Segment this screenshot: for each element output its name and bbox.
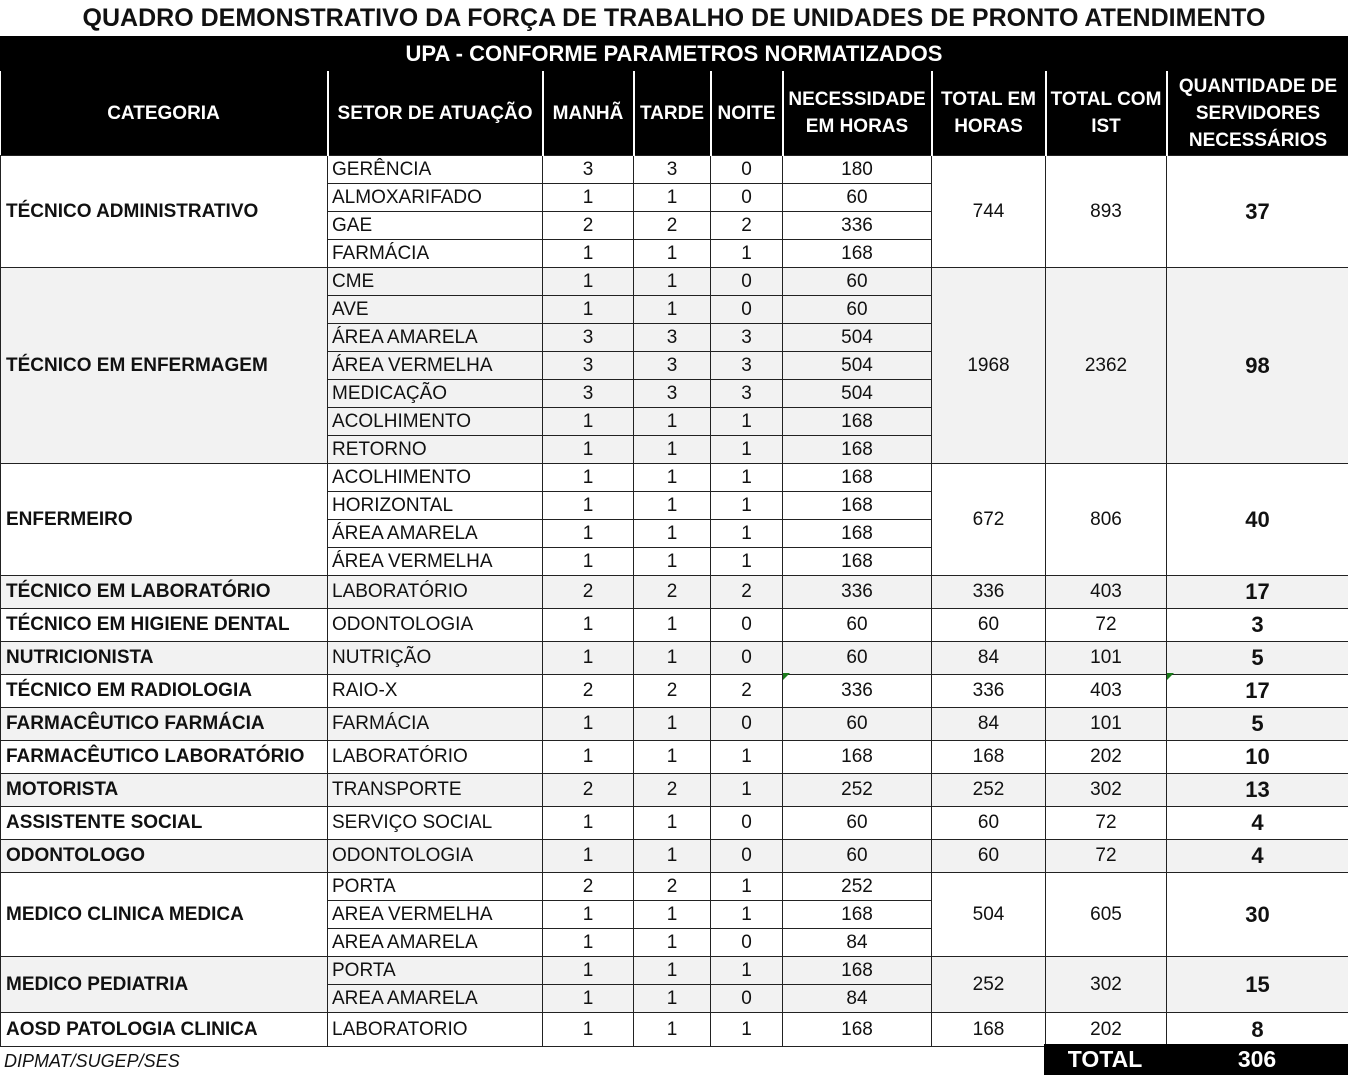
total-hours-cell: 1968 [932,268,1046,464]
total-hours-cell: 672 [932,464,1046,576]
quantity-cell: 13 [1167,774,1348,807]
total-hours-cell: 60 [932,807,1046,840]
tarde-cell: 1 [634,741,711,774]
category-cell: FARMACÊUTICO FARMÁCIA [1,708,328,741]
tarde-cell: 1 [634,408,711,436]
noite-cell: 0 [711,609,783,642]
total-hours-cell: 168 [932,741,1046,774]
manha-cell: 2 [543,576,634,609]
total-hours-cell: 504 [932,873,1046,957]
manha-cell: 1 [543,436,634,464]
sector-cell: ODONTOLOGIA [328,609,543,642]
noite-cell: 1 [711,240,783,268]
sector-cell: ALMOXARIFADO [328,184,543,212]
sector-cell: ÁREA AMARELA [328,520,543,548]
noite-cell: 3 [711,352,783,380]
total-ist-cell: 202 [1046,741,1167,774]
category-cell: TÉCNICO EM ENFERMAGEM [1,268,328,464]
comment-marker [783,673,790,680]
manha-cell: 3 [543,380,634,408]
hours-cell: 168 [783,436,932,464]
tarde-cell: 1 [634,708,711,741]
total-ist-cell: 403 [1046,675,1167,708]
total-hours-cell: 252 [932,957,1046,1013]
manha-cell: 2 [543,675,634,708]
noite-cell: 0 [711,296,783,324]
manha-cell: 1 [543,464,634,492]
noite-cell: 0 [711,184,783,212]
quantity-cell: 17 [1167,675,1348,708]
sector-cell: LABORATÓRIO [328,741,543,774]
hours-cell: 168 [783,520,932,548]
total-ist-cell: 893 [1046,156,1167,268]
hours-cell: 168 [783,901,932,929]
header-total-ist: TOTAL COM IST [1046,71,1167,156]
header-noite: NOITE [711,71,783,156]
tarde-cell: 1 [634,240,711,268]
hours-cell: 252 [783,873,932,901]
table-row [1,840,1348,873]
grand-total [1044,1044,1348,1075]
tarde-cell: 1 [634,840,711,873]
tarde-cell: 1 [634,901,711,929]
noite-cell: 1 [711,520,783,548]
sector-cell: LABORATÓRIO [328,576,543,609]
comment-marker [1167,673,1174,680]
manha-cell: 1 [543,492,634,520]
sector-cell: RETORNO [328,436,543,464]
noite-cell: 1 [711,873,783,901]
tarde-cell: 3 [634,324,711,352]
manha-cell: 1 [543,708,634,741]
header-total-horas: TOTAL EM HORAS [932,71,1046,156]
hours-cell: 504 [783,380,932,408]
quantity-cell: 15 [1167,957,1348,1013]
sector-cell: AREA AMARELA [328,929,543,957]
hours-cell: 168 [783,240,932,268]
noite-cell: 1 [711,408,783,436]
noite-cell: 3 [711,380,783,408]
category-cell: NUTRICIONISTA [1,642,328,675]
tarde-cell: 2 [634,212,711,240]
quantity-cell: 3 [1167,609,1348,642]
sector-cell: ACOLHIMENTO [328,464,543,492]
sector-cell: SERVIÇO SOCIAL [328,807,543,840]
sector-cell: MEDICAÇÃO [328,380,543,408]
hours-cell: 336 [783,576,932,609]
total-ist-cell: 72 [1046,609,1167,642]
noite-cell: 2 [711,212,783,240]
hours-cell: 84 [783,985,932,1013]
quantity-cell: 98 [1167,268,1348,464]
header-tarde: TARDE [634,71,711,156]
table-row [1,268,1348,296]
total-hours-cell: 60 [932,840,1046,873]
noite-cell: 0 [711,840,783,873]
sector-cell: PORTA [328,873,543,901]
noite-cell: 3 [711,324,783,352]
noite-cell: 2 [711,576,783,609]
sector-cell: ÁREA VERMELHA [328,548,543,576]
header-quantidade: QUANTIDADE DE SERVIDORES NECESSÁRIOS [1167,71,1348,156]
table-row [1,957,1348,985]
sector-cell: ACOLHIMENTO [328,408,543,436]
manha-cell: 1 [543,408,634,436]
noite-cell: 0 [711,156,783,184]
category-cell: TÉCNICO ADMINISTRATIVO [1,156,328,268]
manha-cell: 1 [543,642,634,675]
hours-cell: 252 [783,774,932,807]
quantity-cell: 8 [1167,1013,1348,1047]
hours-cell: 60 [783,268,932,296]
noite-cell: 0 [711,985,783,1013]
total-ist-cell: 302 [1046,957,1167,1013]
hours-cell: 168 [783,408,932,436]
total-value: 306 [1237,1046,1277,1072]
noite-cell: 1 [711,548,783,576]
page-subtitle: UPA - CONFORME PARAMETROS NORMATIZADOS [0,36,1348,71]
header-necessidade: NECESSIDADE EM HORAS [783,71,932,156]
source-note: DIPMAT/SUGEP/SES [4,1051,180,1071]
tarde-cell: 1 [634,520,711,548]
manha-cell: 1 [543,957,634,985]
page-title: QUADRO DEMONSTRATIVO DA FORÇA DE TRABALHO DE UNIDADES DE PRONTO ATENDIMENTO [82,4,1266,32]
manha-cell: 3 [543,352,634,380]
table-row [1,1013,1348,1047]
manha-cell: 1 [543,985,634,1013]
tarde-cell: 1 [634,957,711,985]
hours-cell: 168 [783,957,932,985]
sector-cell: ÁREA AMARELA [328,324,543,352]
noite-cell: 0 [711,268,783,296]
table-row [1,642,1348,675]
quantity-cell: 30 [1167,873,1348,957]
tarde-cell: 1 [634,1013,711,1047]
category-cell: ODONTOLOGO [1,840,328,873]
table-row [1,675,1348,708]
tarde-cell: 2 [634,675,711,708]
total-hours-cell: 84 [932,708,1046,741]
quantity-cell: 10 [1167,741,1348,774]
tarde-cell: 1 [634,464,711,492]
total-hours-cell: 252 [932,774,1046,807]
total-hours-cell: 336 [932,576,1046,609]
table-row [1,774,1348,807]
noite-cell: 1 [711,957,783,985]
category-cell: FARMACÊUTICO LABORATÓRIO [1,741,328,774]
tarde-cell: 1 [634,548,711,576]
header-setor: SETOR DE ATUAÇÃO [328,71,543,156]
table-row [1,609,1348,642]
sector-cell: AVE [328,296,543,324]
manha-cell: 1 [543,268,634,296]
table-row [1,741,1348,774]
category-cell: MEDICO CLINICA MEDICA [1,873,328,957]
noite-cell: 1 [711,774,783,807]
tarde-cell: 1 [634,184,711,212]
total-ist-cell: 101 [1046,642,1167,675]
sector-cell: AREA AMARELA [328,985,543,1013]
tarde-cell: 2 [634,873,711,901]
total-ist-cell: 202 [1046,1013,1167,1047]
manha-cell: 1 [543,548,634,576]
total-label: TOTAL [1067,1046,1143,1072]
total-hours-cell: 168 [932,1013,1046,1047]
hours-cell: 336 [783,212,932,240]
table-row [1,708,1348,741]
tarde-cell: 1 [634,807,711,840]
manha-cell: 1 [543,840,634,873]
hours-cell: 60 [783,609,932,642]
sector-cell: PORTA [328,957,543,985]
category-cell: ASSISTENTE SOCIAL [1,807,328,840]
tarde-cell: 1 [634,609,711,642]
manha-cell: 3 [543,156,634,184]
noite-cell: 1 [711,741,783,774]
total-hours-cell: 744 [932,156,1046,268]
noite-cell: 0 [711,929,783,957]
tarde-cell: 2 [634,576,711,609]
sector-cell: FARMÁCIA [328,708,543,741]
manha-cell: 2 [543,774,634,807]
category-cell: ENFERMEIRO [1,464,328,576]
category-cell: TÉCNICO EM HIGIENE DENTAL [1,609,328,642]
manha-cell: 1 [543,240,634,268]
sector-cell: ÁREA VERMELHA [328,352,543,380]
tarde-cell: 3 [634,380,711,408]
quantity-cell: 5 [1167,708,1348,741]
noite-cell: 1 [711,901,783,929]
tarde-cell: 1 [634,268,711,296]
tarde-cell: 3 [634,352,711,380]
quantity-cell: 5 [1167,642,1348,675]
tarde-cell: 3 [634,156,711,184]
noite-cell: 1 [711,436,783,464]
sector-cell: NUTRIÇÃO [328,642,543,675]
total-ist-cell: 806 [1046,464,1167,576]
hours-cell: 84 [783,929,932,957]
category-cell: TÉCNICO EM LABORATÓRIO [1,576,328,609]
total-hours-cell: 84 [932,642,1046,675]
manha-cell: 1 [543,1013,634,1047]
tarde-cell: 1 [634,436,711,464]
header-manha: MANHÃ [543,71,634,156]
quantity-cell: 4 [1167,840,1348,873]
tarde-cell: 1 [634,296,711,324]
total-ist-cell: 101 [1046,708,1167,741]
sector-cell: GERÊNCIA [328,156,543,184]
hours-cell: 60 [783,296,932,324]
manha-cell: 1 [543,296,634,324]
manha-cell: 1 [543,929,634,957]
total-ist-cell: 72 [1046,807,1167,840]
noite-cell: 0 [711,807,783,840]
tarde-cell: 1 [634,929,711,957]
hours-cell: 180 [783,156,932,184]
manha-cell: 3 [543,324,634,352]
category-cell: TÉCNICO EM RADIOLOGIA [1,675,328,708]
total-hours-cell: 336 [932,675,1046,708]
manha-cell: 2 [543,212,634,240]
hours-cell: 504 [783,352,932,380]
hours-cell: 504 [783,324,932,352]
hours-cell: 168 [783,548,932,576]
manha-cell: 1 [543,807,634,840]
table-row [1,807,1348,840]
category-cell: MOTORISTA [1,774,328,807]
hours-cell: 60 [783,807,932,840]
total-hours-cell: 60 [932,609,1046,642]
total-ist-cell: 2362 [1046,268,1167,464]
category-cell: MEDICO PEDIATRIA [1,957,328,1013]
hours-cell: 336 [783,675,932,708]
hours-cell: 60 [783,708,932,741]
sector-cell: TRANSPORTE [328,774,543,807]
table-row [1,464,1348,492]
manha-cell: 1 [543,609,634,642]
quantity-cell: 17 [1167,576,1348,609]
noite-cell: 0 [711,708,783,741]
header-categoria: CATEGORIA [1,71,328,156]
header-row [1,71,1348,156]
hours-cell: 168 [783,741,932,774]
noite-cell: 1 [711,1013,783,1047]
hours-cell: 60 [783,840,932,873]
total-ist-cell: 605 [1046,873,1167,957]
sector-cell: FARMÁCIA [328,240,543,268]
total-ist-cell: 72 [1046,840,1167,873]
hours-cell: 60 [783,642,932,675]
quantity-cell: 37 [1167,156,1348,268]
noite-cell: 1 [711,492,783,520]
noite-cell: 1 [711,464,783,492]
manha-cell: 1 [543,520,634,548]
hours-cell: 168 [783,492,932,520]
sector-cell: LABORATORIO [328,1013,543,1047]
table-row [1,156,1348,184]
tarde-cell: 1 [634,985,711,1013]
sector-cell: GAE [328,212,543,240]
hours-cell: 168 [783,1013,932,1047]
sector-cell: AREA VERMELHA [328,901,543,929]
noite-cell: 0 [711,642,783,675]
table-row [1,576,1348,609]
manha-cell: 1 [543,901,634,929]
noite-cell: 2 [711,675,783,708]
quantity-cell: 40 [1167,464,1348,576]
quantity-cell: 4 [1167,807,1348,840]
sector-cell: CME [328,268,543,296]
hours-cell: 168 [783,464,932,492]
manha-cell: 1 [543,741,634,774]
tarde-cell: 1 [634,492,711,520]
manha-cell: 1 [543,184,634,212]
manha-cell: 2 [543,873,634,901]
total-ist-cell: 403 [1046,576,1167,609]
workforce-table [0,71,1348,1047]
sector-cell: RAIO-X [328,675,543,708]
sector-cell: ODONTOLOGIA [328,840,543,873]
tarde-cell: 1 [634,642,711,675]
total-ist-cell: 302 [1046,774,1167,807]
table-row [1,873,1348,901]
sector-cell: HORIZONTAL [328,492,543,520]
hours-cell: 60 [783,184,932,212]
category-cell: AOSD PATOLOGIA CLINICA [1,1013,328,1047]
tarde-cell: 2 [634,774,711,807]
